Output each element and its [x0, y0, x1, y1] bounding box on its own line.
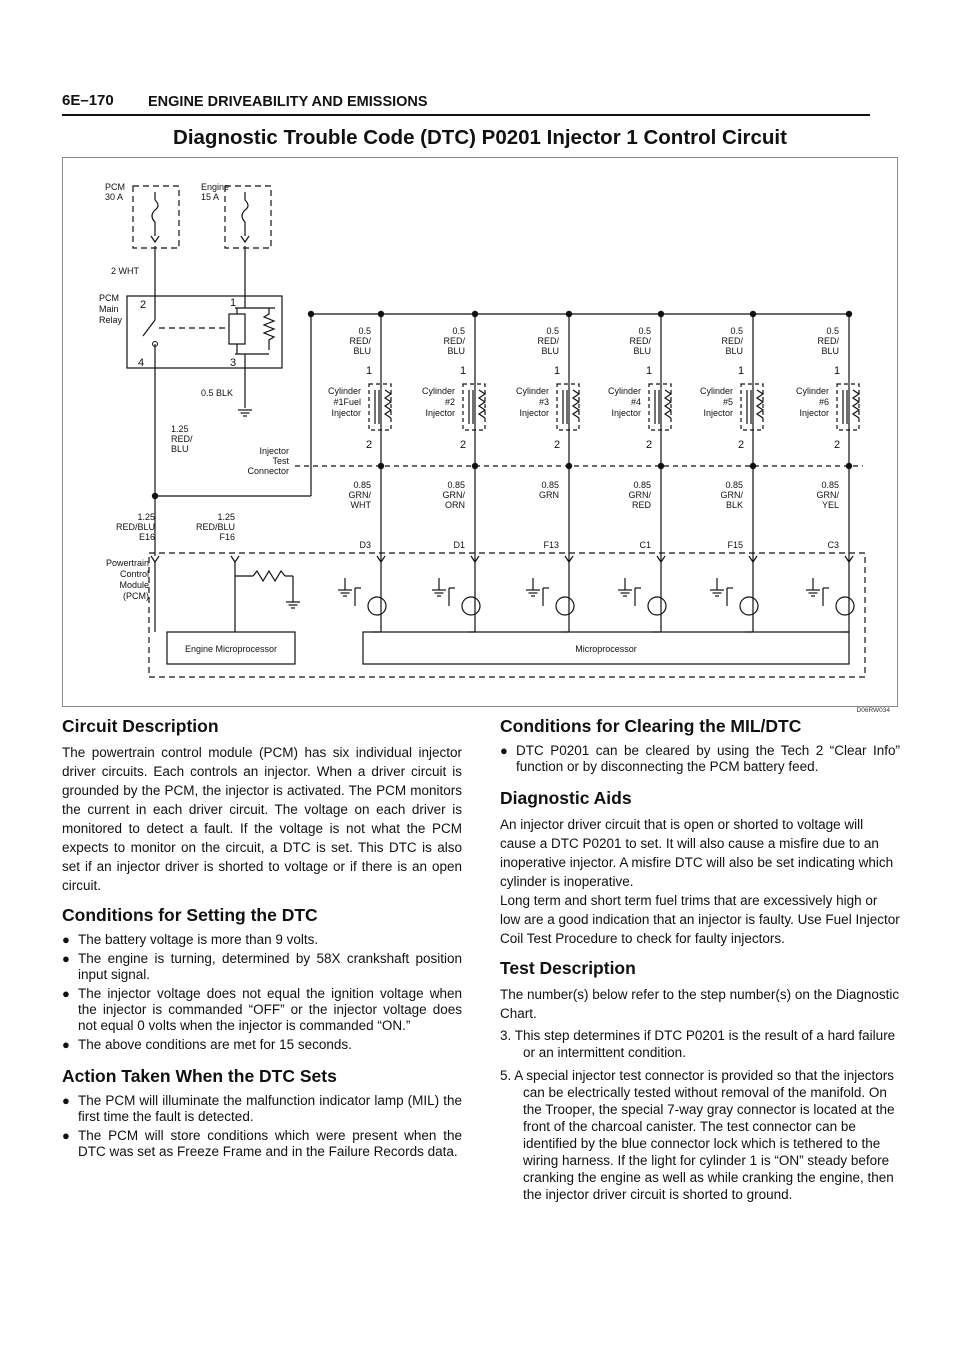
pcm-pin-f16-label: 1.25	[217, 512, 235, 522]
injector-feed-label: 0.5	[730, 326, 743, 336]
relay-coil	[229, 314, 245, 344]
injector-name: #4	[630, 397, 641, 407]
injector-feed-label: RED/	[817, 336, 839, 346]
injector-return-label: YEL	[821, 500, 839, 510]
injector-coil	[573, 390, 579, 418]
page-title: Diagnostic Trouble Code (DTC) P0201 Injector 1 Control Circuit	[173, 126, 787, 149]
injector-box	[369, 384, 391, 430]
bullet-icon: ●	[62, 932, 70, 947]
test-step-5: 5. A special injector test connector is provided so that the injectors can be electrically tested without removal of the manifold. On the Trooper, the special 7-way gray connector is located at the front of the charcoal canister. The test connector can be identified by the blue connector lock which is tethered to the wiring harness. If the light for cylinder 1 is “ON” steady before cranking the engine as well as while cranking the engine, then the injector driver circuit is shorted to ground.	[500, 1068, 895, 1202]
pcm-pin-e16-label: 1.25	[137, 512, 155, 522]
bullet-icon: ●	[500, 743, 508, 758]
injector-name: Cylinder	[515, 386, 549, 396]
injector-name: Cylinder	[699, 386, 733, 396]
injector-box	[741, 384, 763, 430]
injector-feed-label: 0.5	[638, 326, 651, 336]
wire-125-label: 1.25	[171, 424, 189, 434]
injector-feed-label: BLU	[633, 346, 651, 356]
page-number: 6E–170	[62, 92, 114, 109]
bullet-icon: ●	[62, 1037, 70, 1052]
page-header	[62, 88, 870, 116]
injector-box	[837, 384, 859, 430]
injector-pin: 1	[553, 365, 561, 377]
injector-name: Injector	[425, 408, 455, 418]
diagnostic-aids-heading: Diagnostic Aids	[500, 788, 632, 808]
list-item: ● The PCM will illuminate the malfunction indicator lamp (MIL) the first time the fault is detected.	[62, 1093, 462, 1124]
junction-dot	[308, 311, 314, 317]
injector-coil	[853, 390, 859, 418]
pcm-pin-label: D3	[359, 540, 371, 550]
list-item: ● DTC P0201 can be cleared by using the Tech 2 “Clear Info” function or by disconnecting the PCM battery feed.	[500, 743, 900, 774]
section-title: ENGINE DRIVEABILITY AND EMISSIONS	[148, 94, 428, 110]
injector-return-label: GRN/	[720, 490, 743, 500]
injector-name: #5	[722, 397, 733, 407]
fuse-engine-label: Engine	[201, 182, 230, 192]
junction-dot	[566, 463, 572, 469]
injector-pin: 2	[553, 439, 561, 451]
action-taken-list	[62, 1093, 462, 1160]
diagnostic-aids-text-2: Long term and short term fuel trims that are excessively high or low are a good indication that an injector is faulty. Use Fuel Injector Coil Test Procedure to check for faulty injectors.	[500, 893, 900, 946]
conditions-clearing-heading: Conditions for Clearing the MIL/DTC	[500, 716, 802, 736]
list-item: ● The above conditions are met for 15 seconds.	[62, 1037, 352, 1052]
injector-name: Cylinder	[421, 386, 455, 396]
injector-pin: 1	[459, 365, 467, 377]
injector-name: #2	[444, 397, 455, 407]
bullet-icon: ●	[62, 1128, 70, 1143]
test-step-3: 3. This step determines if DTC P0201 is the result of a hard failure or an intermittent condition.	[500, 1028, 896, 1060]
conditions-setting-heading: Conditions for Setting the DTC	[62, 905, 318, 925]
list-item: ● The battery voltage is more than 9 volts.	[62, 932, 319, 947]
circuit-description-heading: Circuit Description	[62, 716, 219, 736]
wiring-diagram	[62, 157, 898, 707]
injector-name: #1Fuel	[333, 397, 361, 407]
injector-pin: 1	[737, 365, 745, 377]
injector-return-label: 0.85	[353, 480, 371, 490]
injector-return-label: GRN	[539, 490, 559, 500]
connector-arrow	[151, 236, 159, 242]
injector-return-label: GRN/	[348, 490, 371, 500]
junction-dot	[846, 463, 852, 469]
conditions-clearing-list	[500, 743, 900, 775]
injector-feed-label: 0.5	[826, 326, 839, 336]
test-connector-label: Injector	[259, 446, 289, 456]
relay-pin: 1	[229, 297, 237, 309]
junction-dot	[750, 463, 756, 469]
relay-resistor	[264, 308, 274, 350]
relay-label: PCM	[99, 293, 119, 303]
wire-05blk-label: 0.5 BLK	[201, 388, 234, 398]
test-description-heading: Test Description	[500, 958, 636, 978]
bullet-icon: ●	[62, 986, 70, 1001]
injector-coil	[757, 390, 763, 418]
driver-transistor	[368, 597, 386, 615]
pcm-label: Powertrain	[105, 558, 149, 568]
relay-switch	[143, 320, 155, 336]
fuse-engine-label: 15 A	[201, 192, 220, 202]
injector-name: Cylinder	[327, 386, 361, 396]
test-description-intro: The number(s) below refer to the step number(s) on the Diagnostic Chart.	[500, 987, 900, 1021]
injector-box	[557, 384, 579, 430]
injector-box	[463, 384, 485, 430]
injector-name: #6	[818, 397, 829, 407]
fuse-engine-box	[225, 186, 271, 248]
injector-coil	[665, 390, 671, 418]
microprocessor-label: Microprocessor	[575, 644, 637, 654]
relay-pin: 4	[137, 357, 145, 369]
junction-dot	[472, 463, 478, 469]
action-taken-heading: Action Taken When the DTC Sets	[62, 1066, 337, 1086]
relay-label: Main	[99, 304, 119, 314]
injector-pin: 2	[645, 439, 653, 451]
figure-id: D06RW034	[856, 707, 890, 714]
injector-return-label: 0.85	[541, 480, 559, 490]
injector-feed-label: BLU	[821, 346, 839, 356]
injector-return-label: GRN/	[816, 490, 839, 500]
engine-microprocessor-label: Engine Microprocessor	[184, 644, 278, 654]
pcm-label: Module	[119, 580, 149, 590]
fuse-pcm-box	[133, 186, 179, 248]
injector-return-label: GRN/	[442, 490, 465, 500]
driver-transistor	[836, 597, 854, 615]
list-item: ● The injector voltage does not equal the ignition voltage when the injector is commanded “OFF” or the injector voltage does not equal 0 volts when the injector is commanded “ON.”	[62, 986, 462, 1033]
wire-125-label: RED/	[171, 434, 193, 444]
injector-feed-label: RED/	[629, 336, 651, 346]
injector-return-label: 0.85	[725, 480, 743, 490]
injector-feed-label: RED/	[537, 336, 559, 346]
injector-feed-label: RED/	[349, 336, 371, 346]
injector-feed-label: RED/	[443, 336, 465, 346]
pcm-pin-label: F15	[727, 540, 743, 550]
injector-return-label: 0.85	[447, 480, 465, 490]
pcm-label: (PCM)	[123, 591, 149, 601]
injector-pin: 1	[365, 365, 373, 377]
injector-name: Injector	[703, 408, 733, 418]
injector-pin: 2	[365, 439, 373, 451]
injector-coil	[479, 390, 485, 418]
fuse-element	[242, 200, 248, 222]
test-connector-label: Connector	[247, 466, 289, 476]
pcm-pin-label: F13	[543, 540, 559, 550]
injector-feed-label: BLU	[725, 346, 743, 356]
injector-return-label: ORN	[445, 500, 465, 510]
injector-name: Cylinder	[607, 386, 641, 396]
conditions-setting-list	[62, 932, 462, 1053]
wire-125-label: BLU	[171, 444, 189, 454]
pcm-pin-f16-label: RED/BLU	[195, 522, 235, 532]
fuse-pcm-label: PCM	[105, 182, 125, 192]
bullet-icon: ●	[62, 1093, 70, 1108]
connector-arrow	[231, 556, 239, 562]
injector-pin: 1	[833, 365, 841, 377]
injector-return-label: RED	[631, 500, 651, 510]
injector-coil	[385, 390, 391, 418]
pcm-pin-e16-label: RED/BLU	[115, 522, 155, 532]
injector-feed-label: BLU	[447, 346, 465, 356]
injector-feed-label: RED/	[721, 336, 743, 346]
driver-transistor	[740, 597, 758, 615]
driver-transistor	[556, 597, 574, 615]
junction-dot	[378, 463, 384, 469]
relay-pin: 3	[229, 357, 237, 369]
injector-pin: 2	[459, 439, 467, 451]
injector-box	[649, 384, 671, 430]
injector-return-label: 0.85	[633, 480, 651, 490]
injector-name: Injector	[799, 408, 829, 418]
wire-2wht-label: 2 WHT	[111, 266, 139, 276]
injector-feed-label: 0.5	[358, 326, 371, 336]
relay-label: Relay	[99, 315, 123, 325]
pcm-pin-label: C3	[827, 540, 839, 550]
connector-arrow	[151, 556, 159, 562]
injector-name: Injector	[519, 408, 549, 418]
driver-transistor	[462, 597, 480, 615]
pcm-pin-label: D1	[453, 540, 465, 550]
injector-feed-label: BLU	[541, 346, 559, 356]
junction-dot	[658, 463, 664, 469]
injector-name: Injector	[611, 408, 641, 418]
injector-return-label: 0.85	[821, 480, 839, 490]
injector-return-label: WHT	[350, 500, 371, 510]
injector-feed-label: 0.5	[546, 326, 559, 336]
pcm-resistor	[253, 571, 285, 581]
injector-pin: 1	[645, 365, 653, 377]
injector-feed-label: BLU	[353, 346, 371, 356]
pcm-label: Control	[119, 569, 149, 579]
left-column	[62, 716, 462, 1163]
pcm-main-relay-box	[127, 296, 282, 368]
fuse-element	[152, 200, 158, 222]
injector-pin: 2	[833, 439, 841, 451]
relay-pin: 2	[139, 299, 147, 311]
injector-name: Injector	[331, 408, 361, 418]
circuit-description-text: The powertrain control module (PCM) has six individual injector driver circuits. Each controls an injector. When a driver circuit is grounded by the PCM, the injector is activated. The PCM monitors the current in each driver circuit. The voltage on each driver is monitored to detect a fault. If the voltage is not what the PCM expects to monitor on the circuit, a DTC is set. This DTC is also set if an injector driver is shorted to voltage or if there is an open circuit.	[62, 745, 462, 893]
diagnostic-aids-text-1: An injector driver circuit that is open or shorted to voltage will cause a DTC P0201 to set. It will also cause a misfire due to an inoperative injector. A misfire DTC will also be set indicating which cylinder is inoperative.	[500, 817, 894, 889]
right-column	[500, 716, 900, 1209]
bullet-icon: ●	[62, 951, 70, 966]
pcm-pin-label: C1	[639, 540, 651, 550]
injector-name: #3	[538, 397, 549, 407]
list-item: ● The engine is turning, determined by 58X crankshaft position input signal.	[62, 951, 462, 982]
injector-pin: 2	[737, 439, 745, 451]
pcm-pin-e16-label: E16	[138, 532, 155, 542]
connector-arrow	[241, 236, 249, 242]
injector-return-label: BLK	[725, 500, 743, 510]
injector-feed-label: 0.5	[452, 326, 465, 336]
wiring-diagram-svg	[63, 158, 897, 706]
test-connector-label: Test	[272, 456, 289, 466]
pcm-pin-f16-label: F16	[219, 532, 235, 542]
list-item: ● The PCM will store conditions which were present when the DTC was set as Freeze Frame and in the Failure Records data.	[62, 1128, 462, 1159]
driver-transistor	[648, 597, 666, 615]
fuse-pcm-label: 30 A	[105, 192, 124, 202]
injector-name: Cylinder	[795, 386, 829, 396]
injector-return-label: GRN/	[628, 490, 651, 500]
